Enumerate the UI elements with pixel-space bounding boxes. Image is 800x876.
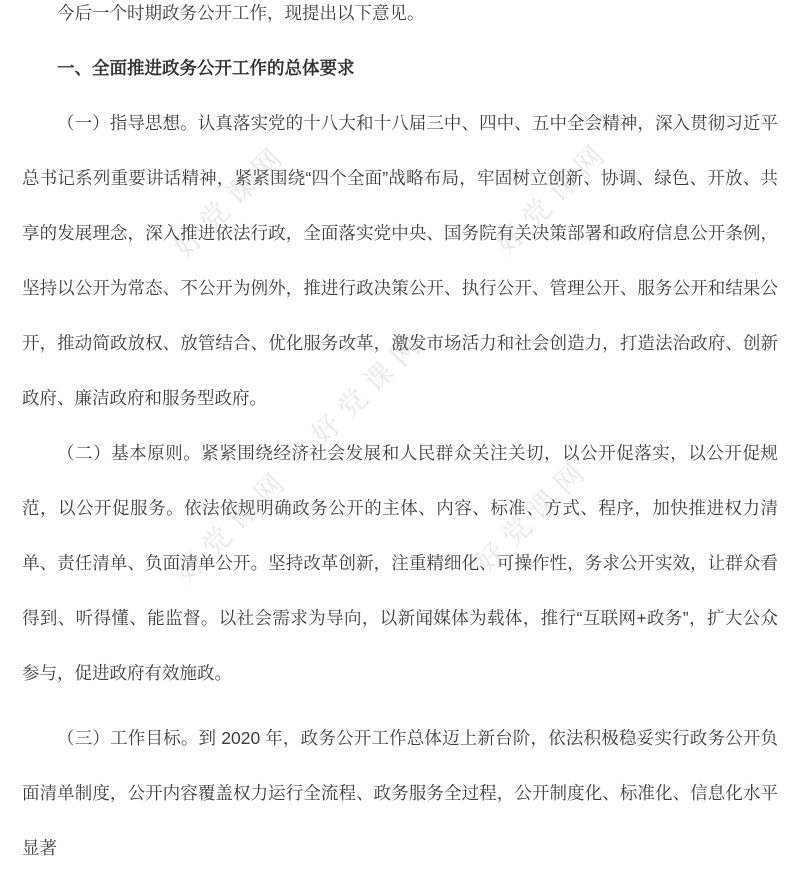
watermark-text: 好党课网 [489, 133, 617, 261]
section-heading: 一、全面推进政务公开工作的总体要求 [57, 58, 355, 78]
watermark-text: 好党课网 [167, 136, 295, 264]
watermark-text: 好党课网 [469, 451, 597, 579]
paragraph-basic-principles: （二）基本原则。紧紧围绕经济社会发展和人民群众关注关切，以公开促落实，以公开促规范，以公开促服务。依法依规明确政务公开的主体、内容、标准、方式、程序，加快推进权力清单、责任清单、负面清单公开。坚持改革创新，注重精细化、可操作性，务求公开实效，让群众看得到、听得懂、能监督。以社会需求为导向，以新闻媒体为载体，推行“互联网+政务”，扩大公众参与，促进政府有效施政。 [22, 443, 778, 683]
watermark-text: 好党课网 [169, 461, 297, 589]
intro-line: 今后一个时期政务公开工作，现提出以下意见。 [57, 3, 425, 23]
watermark-text: 好党课网 [305, 323, 433, 451]
paragraph-guiding-ideology: （一）指导思想。认真落实党的十八大和十八届三中、四中、五中全会精神，深入贯彻习近平总书记系列重要讲话精神，紧紧围绕“四个全面”战略布局，牢固树立创新、协调、绿色、开放、共享的发展理念，深入推进依法行政，全面落实党中央、国务院有关决策部署和政府信息公开条例，坚持以公开为常态、不公开为例外，推进行政决策公开、执行公开、管理公开、服务公开和结果公开，推动简政放权、放管结合、优化服务改革，激发市场活力和社会创造力，打造法治政府、创新政府、廉洁政府和服务型政府。 [22, 113, 778, 408]
paragraph-work-goals: （三）工作目标。到 2020 年，政务公开工作总体迈上新台阶，依法积极稳妥实行政务公开负面清单制度，公开内容覆盖权力运行全流程、政务服务全过程，公开制度化、标准化、信息化水平显著 [22, 728, 778, 858]
